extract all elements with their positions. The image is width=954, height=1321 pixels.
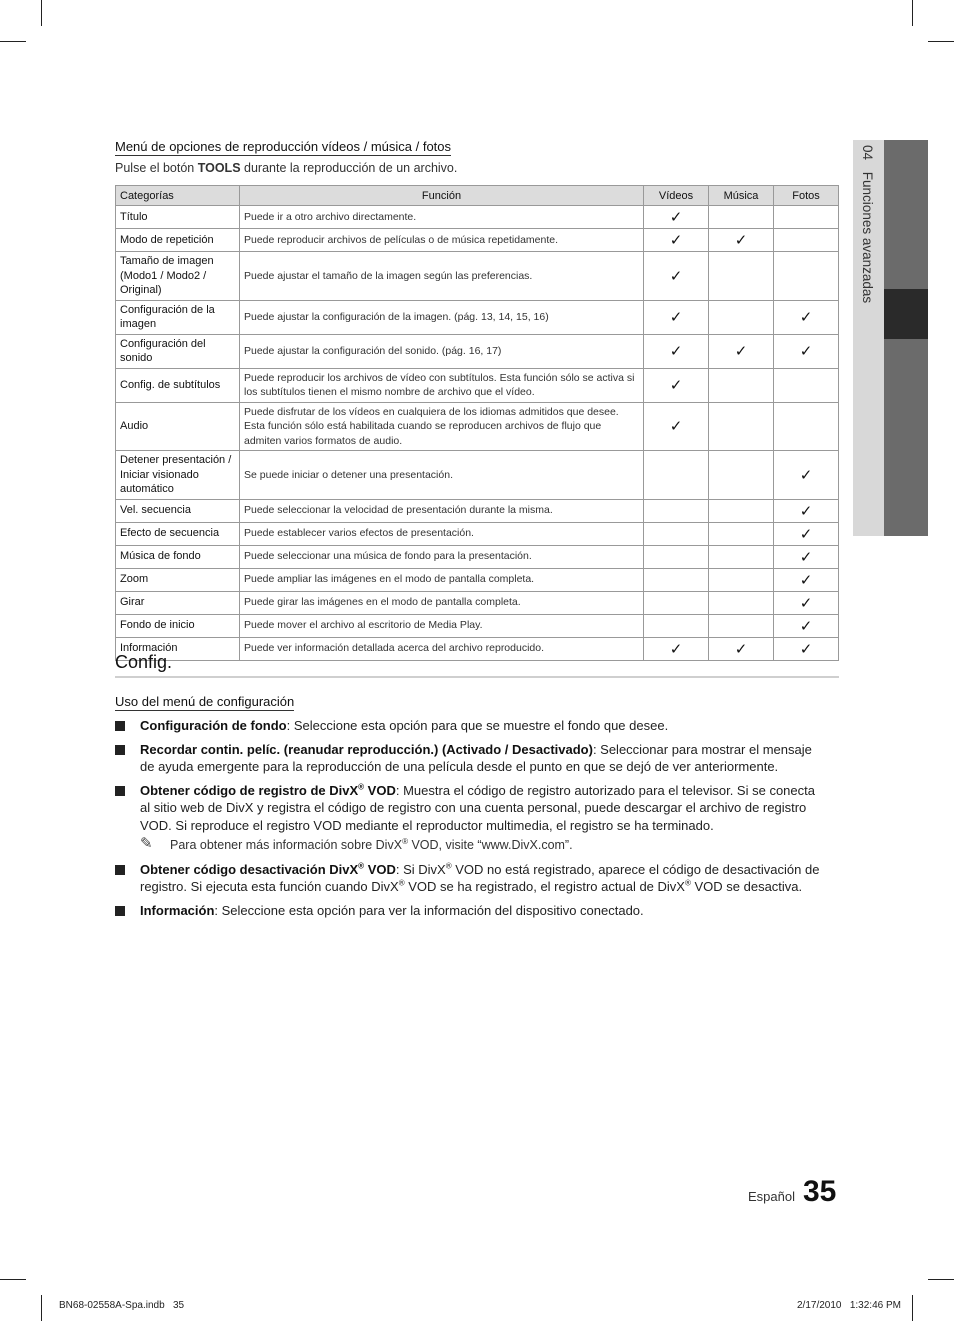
print-imprint-date: 2/17/2010 1:32:46 PM bbox=[797, 1300, 901, 1311]
checkmark-icon: ✓ bbox=[799, 525, 813, 543]
table-header-row bbox=[116, 186, 839, 206]
cell-videos bbox=[644, 591, 709, 614]
cell-photos bbox=[774, 252, 839, 301]
cell-category: Config. de subtítulos bbox=[116, 368, 240, 402]
cell-music bbox=[709, 334, 774, 368]
cell-function: Puede ajustar la configuración de la imagen. (pág. 13, 14, 15, 16) bbox=[240, 300, 644, 334]
cell-photos bbox=[774, 591, 839, 614]
bullet-square-icon bbox=[115, 786, 125, 796]
crop-mark bbox=[928, 1279, 954, 1280]
cell-videos bbox=[644, 300, 709, 334]
table-row bbox=[116, 206, 839, 229]
checkmark-icon: ✓ bbox=[799, 548, 813, 566]
cell-function: Puede seleccionar una música de fondo para la presentación. bbox=[240, 545, 644, 568]
header-function: Función bbox=[240, 186, 644, 206]
table-row bbox=[116, 522, 839, 545]
bullet-square-icon bbox=[115, 906, 125, 916]
chapter-tab-active-marker bbox=[884, 289, 928, 339]
header-music: Música bbox=[709, 186, 774, 206]
cell-music bbox=[709, 206, 774, 229]
cell-category: Configuración de la imagen bbox=[116, 300, 240, 334]
option-name: Información bbox=[140, 902, 215, 918]
cell-category: Vel. secuencia bbox=[116, 499, 240, 522]
table-row bbox=[116, 252, 839, 301]
cell-videos bbox=[644, 402, 709, 451]
option-description: : Seleccione esta opción para que se muestre el fondo que desee. bbox=[286, 718, 669, 733]
section-divider bbox=[115, 676, 839, 678]
cell-function: Puede ajustar el tamaño de la imagen según las preferencias. bbox=[240, 252, 644, 301]
list-item bbox=[115, 717, 827, 735]
cell-photos bbox=[774, 334, 839, 368]
checkmark-icon: ✓ bbox=[669, 209, 683, 226]
option-name: Obtener código desactivación DivX® VOD bbox=[140, 861, 396, 877]
cell-photos bbox=[774, 229, 839, 252]
cell-function: Puede mover el archivo al escritorio de Media Play. bbox=[240, 614, 644, 637]
cell-function: Puede reproducir archivos de películas o de música repetidamente. bbox=[240, 229, 644, 252]
cell-music bbox=[709, 614, 774, 637]
crop-mark bbox=[0, 41, 26, 42]
chapter-title: Funciones avanzadas bbox=[860, 171, 875, 304]
table-row bbox=[116, 637, 839, 660]
cell-function: Puede girar las imágenes en el modo de pantalla completa. bbox=[240, 591, 644, 614]
cell-photos bbox=[774, 206, 839, 229]
cell-photos bbox=[774, 545, 839, 568]
option-name: Configuración de fondo bbox=[140, 718, 287, 733]
cell-category: Zoom bbox=[116, 568, 240, 591]
checkmark-icon: ✓ bbox=[669, 343, 683, 360]
note-text: VOD, visite “www.DivX.com”. bbox=[407, 838, 573, 852]
checkmark-icon: ✓ bbox=[734, 343, 748, 360]
crop-mark bbox=[41, 0, 42, 26]
bullet-square-icon bbox=[115, 865, 125, 875]
config-options-list bbox=[115, 717, 827, 925]
cell-videos bbox=[644, 499, 709, 522]
table-row bbox=[116, 368, 839, 402]
checkmark-icon: ✓ bbox=[734, 640, 748, 658]
config-title: Config. bbox=[115, 652, 173, 672]
crop-mark bbox=[41, 1295, 42, 1321]
registered-mark: ® bbox=[358, 861, 365, 871]
table-row bbox=[116, 451, 839, 500]
cell-music bbox=[709, 522, 774, 545]
cell-function: Puede ir a otro archivo directamente. bbox=[240, 206, 644, 229]
table-row bbox=[116, 499, 839, 522]
footer-language: Español bbox=[748, 1189, 795, 1204]
note-text: Para obtener más información sobre DivX bbox=[170, 838, 403, 852]
cell-photos bbox=[774, 522, 839, 545]
table-row bbox=[116, 545, 839, 568]
cell-videos bbox=[644, 229, 709, 252]
cell-category: Modo de repetición bbox=[116, 229, 240, 252]
cell-category: Configuración del sonido bbox=[116, 334, 240, 368]
cell-function: Puede seleccionar la velocidad de presentación durante la misma. bbox=[240, 499, 644, 522]
cell-music bbox=[709, 252, 774, 301]
checkmark-icon: ✓ bbox=[669, 377, 683, 394]
cell-music bbox=[709, 368, 774, 402]
cell-category: Detener presentación / Iniciar visionado automático bbox=[116, 451, 240, 500]
crop-mark bbox=[912, 1295, 913, 1321]
cell-photos bbox=[774, 568, 839, 591]
intro-text: durante la reproducción de un archivo. bbox=[240, 161, 458, 175]
section-intro bbox=[115, 161, 457, 175]
cell-videos bbox=[644, 451, 709, 500]
checkmark-icon: ✓ bbox=[799, 343, 813, 360]
intro-text: Pulse el botón bbox=[115, 161, 198, 175]
cell-videos bbox=[644, 252, 709, 301]
option-name: Obtener código de registro de DivX® VOD bbox=[140, 782, 396, 798]
crop-mark bbox=[928, 41, 954, 42]
cell-music bbox=[709, 637, 774, 660]
cell-category: Audio bbox=[116, 402, 240, 451]
table-row bbox=[116, 402, 839, 451]
cell-videos bbox=[644, 614, 709, 637]
option-description: : Si DivX® VOD no está registrado, aparece el código de desactivación de registro. Si ejecuta esta función cuando DivX® VOD se ha registrado, el registro actual de DivX® VOD se desactiva. bbox=[140, 861, 820, 894]
cell-function: Puede reproducir los archivos de vídeo con subtítulos. Esta función sólo se activa si los subtítulos tienen el mismo nombre de archivo que el vídeo. bbox=[240, 368, 644, 402]
cell-category: Tamaño de imagen (Modo1 / Modo2 / Original) bbox=[116, 252, 240, 301]
cell-photos bbox=[774, 637, 839, 660]
crop-mark bbox=[0, 1279, 26, 1280]
print-imprint-file: BN68-02558A-Spa.indb 35 bbox=[59, 1300, 185, 1311]
table-row bbox=[116, 300, 839, 334]
checkmark-icon: ✓ bbox=[669, 418, 683, 436]
cell-videos bbox=[644, 637, 709, 660]
cell-function: Puede disfrutar de los vídeos en cualquiera de los idiomas admitidos que desee. Esta función sólo está habilitada cuando se reproducen archivos de flujo que admiten varios formatos de audio. bbox=[240, 402, 644, 451]
option-description: : Seleccione esta opción para ver la información del dispositivo conectado. bbox=[214, 902, 644, 918]
table-row bbox=[116, 568, 839, 591]
table-row bbox=[116, 334, 839, 368]
checkmark-icon: ✓ bbox=[669, 309, 683, 326]
cell-photos bbox=[774, 451, 839, 500]
cell-music bbox=[709, 300, 774, 334]
cell-photos bbox=[774, 499, 839, 522]
checkmark-icon: ✓ bbox=[799, 617, 813, 635]
chapter-tab-label bbox=[860, 145, 875, 303]
chapter-tab-block bbox=[884, 339, 928, 536]
checkmark-icon: ✓ bbox=[799, 594, 813, 612]
cell-function: Puede ver información detallada acerca del archivo reproducido. bbox=[240, 637, 644, 660]
cell-function: Se puede iniciar o detener una presentación. bbox=[240, 451, 644, 500]
cell-category: Música de fondo bbox=[116, 545, 240, 568]
page-number: 35 bbox=[803, 1175, 837, 1208]
cell-videos bbox=[644, 368, 709, 402]
checkmark-icon: ✓ bbox=[669, 232, 683, 249]
bullet-square-icon bbox=[115, 721, 125, 731]
registered-mark: ® bbox=[402, 836, 408, 846]
checkmark-icon: ✓ bbox=[799, 502, 813, 520]
option-description: : Muestra el código de registro autorizado para el televisor. Si se conecta al sitio web de DivX y registra el código de registro con una cuenta personal, puede descargar el archivo de registro VOD. Si reproduce el registro VOD mediante el reproductor multimedia, el registro se ha terminado. bbox=[140, 782, 815, 833]
cell-category: Fondo de inicio bbox=[116, 614, 240, 637]
cell-category: Información bbox=[116, 637, 240, 660]
cell-category: Título bbox=[116, 206, 240, 229]
header-videos: Vídeos bbox=[644, 186, 709, 206]
checkmark-icon: ✓ bbox=[799, 309, 813, 326]
list-item bbox=[115, 861, 827, 896]
checkmark-icon: ✓ bbox=[799, 466, 813, 484]
config-subheading: Uso del menú de configuración bbox=[115, 694, 295, 709]
cell-videos bbox=[644, 334, 709, 368]
cell-music bbox=[709, 545, 774, 568]
cell-photos bbox=[774, 300, 839, 334]
list-item bbox=[115, 741, 827, 776]
cell-category: Efecto de secuencia bbox=[116, 522, 240, 545]
cell-function: Puede establecer varios efectos de presentación. bbox=[240, 522, 644, 545]
cell-videos bbox=[644, 545, 709, 568]
checkmark-icon: ✓ bbox=[734, 232, 748, 249]
list-item bbox=[115, 902, 827, 920]
table-row bbox=[116, 614, 839, 637]
crop-mark bbox=[912, 0, 913, 26]
note bbox=[140, 837, 827, 855]
table-row bbox=[116, 591, 839, 614]
header-photos: Fotos bbox=[774, 186, 839, 206]
checkmark-icon: ✓ bbox=[799, 571, 813, 589]
cell-music bbox=[709, 591, 774, 614]
cell-photos bbox=[774, 368, 839, 402]
registered-mark: ® bbox=[358, 782, 365, 792]
chapter-number: 04 bbox=[860, 145, 875, 161]
list-item bbox=[115, 782, 827, 855]
cell-function: Puede ajustar la configuración del sonido. (pág. 16, 17) bbox=[240, 334, 644, 368]
table-row bbox=[116, 229, 839, 252]
cell-music bbox=[709, 451, 774, 500]
header-categories: Categorías bbox=[116, 186, 240, 206]
checkmark-icon: ✓ bbox=[669, 267, 683, 285]
bullet-square-icon bbox=[115, 745, 125, 755]
option-name: Recordar contin. pelíc. (reanudar reproducción.) (Activado / Desactivado) bbox=[140, 741, 593, 757]
cell-music bbox=[709, 499, 774, 522]
checkmark-icon: ✓ bbox=[799, 640, 813, 658]
cell-music bbox=[709, 568, 774, 591]
tools-button-label: TOOLS bbox=[197, 161, 241, 175]
cell-category: Girar bbox=[116, 591, 240, 614]
chapter-tab-block bbox=[884, 140, 928, 289]
cell-photos bbox=[774, 614, 839, 637]
option-description: : Seleccionar para mostrar el mensaje de ayuda emergente para la reproducción de una película desde el punto en que se dejó de ver anteriormente. bbox=[140, 741, 812, 774]
options-table bbox=[115, 185, 839, 661]
cell-music bbox=[709, 229, 774, 252]
cell-videos bbox=[644, 522, 709, 545]
cell-photos bbox=[774, 402, 839, 451]
cell-function: Puede ampliar las imágenes en el modo de pantalla completa. bbox=[240, 568, 644, 591]
cell-videos bbox=[644, 568, 709, 591]
checkmark-icon: ✓ bbox=[669, 640, 683, 658]
section-heading: Menú de opciones de reproducción vídeos / música / fotos bbox=[115, 139, 452, 154]
cell-videos bbox=[644, 206, 709, 229]
cell-music bbox=[709, 402, 774, 451]
note-pencil-icon: ✎ bbox=[140, 835, 153, 852]
